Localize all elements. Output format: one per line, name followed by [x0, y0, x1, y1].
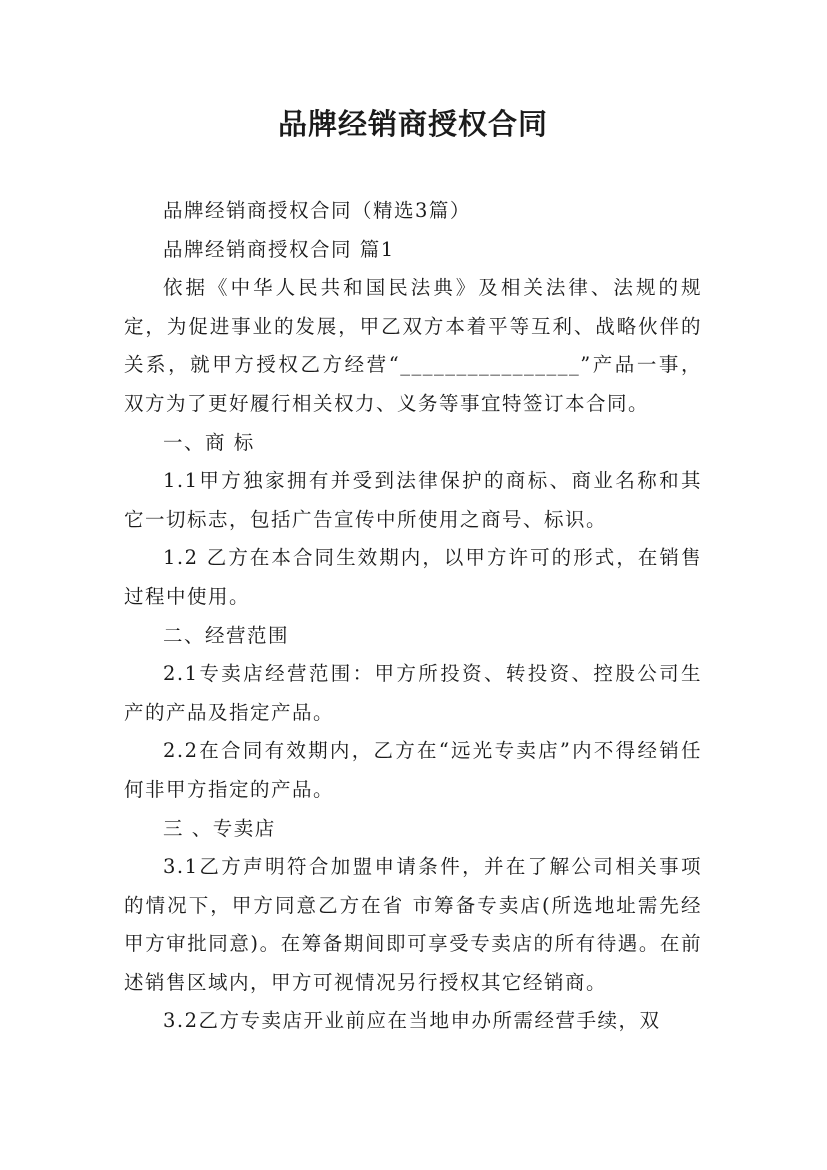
document-body	[124, 192, 702, 1041]
paragraph-preamble: 依据《中华人民共和国民法典》及相关法律、法规的规定，为促进事业的发展，甲乙双方本着平等互利、战略伙伴的关系，就甲方授权乙方经营“________________”产品一事，双方为了更好履行相关权力、义务等事宜特签订本合同。	[124, 276, 702, 415]
section-heading-trademark: 一、商 标	[163, 430, 255, 454]
paragraph-subtitle: 品牌经销商授权合同（精选3篇）	[163, 199, 471, 222]
clause-2-2: 2.2在合同有效期内，乙方在“远光专卖店”内不得经销任何非甲方指定的产品。	[124, 739, 702, 801]
section-heading-scope: 二、经营范围	[163, 623, 290, 647]
clause-2-1: 2.1专卖店经营范围：甲方所投资、转投资、控股公司生产的产品及指定产品。	[124, 662, 702, 724]
paragraph-part-heading: 品牌经销商授权合同 篇1	[163, 237, 395, 261]
section-heading-store: 三 、专卖店	[163, 816, 276, 840]
clause-1-1: 1.1甲方独家拥有并受到法律保护的商标、商业名称和其它一切标志，包括广告宣传中所使用之商号、标识。	[124, 469, 702, 531]
clause-3-1: 3.1乙方声明符合加盟申请条件，并在了解公司相关事项的情况下，甲方同意乙方在省 市筹备专卖店(所选地址需先经甲方审批同意)。在筹备期间即可享受专卖店的所有待遇。在前述销售区域内，甲方可视情况另行授权其它经销商。	[124, 855, 702, 994]
clause-3-2: 3.2乙方专卖店开业前应在当地申办所需经营手续，双	[163, 1009, 661, 1033]
document-title: 品牌经销商授权合同	[277, 107, 548, 141]
clause-1-2: 1.2 乙方在本合同生效期内，以甲方许可的形式，在销售过程中使用。	[124, 546, 702, 608]
